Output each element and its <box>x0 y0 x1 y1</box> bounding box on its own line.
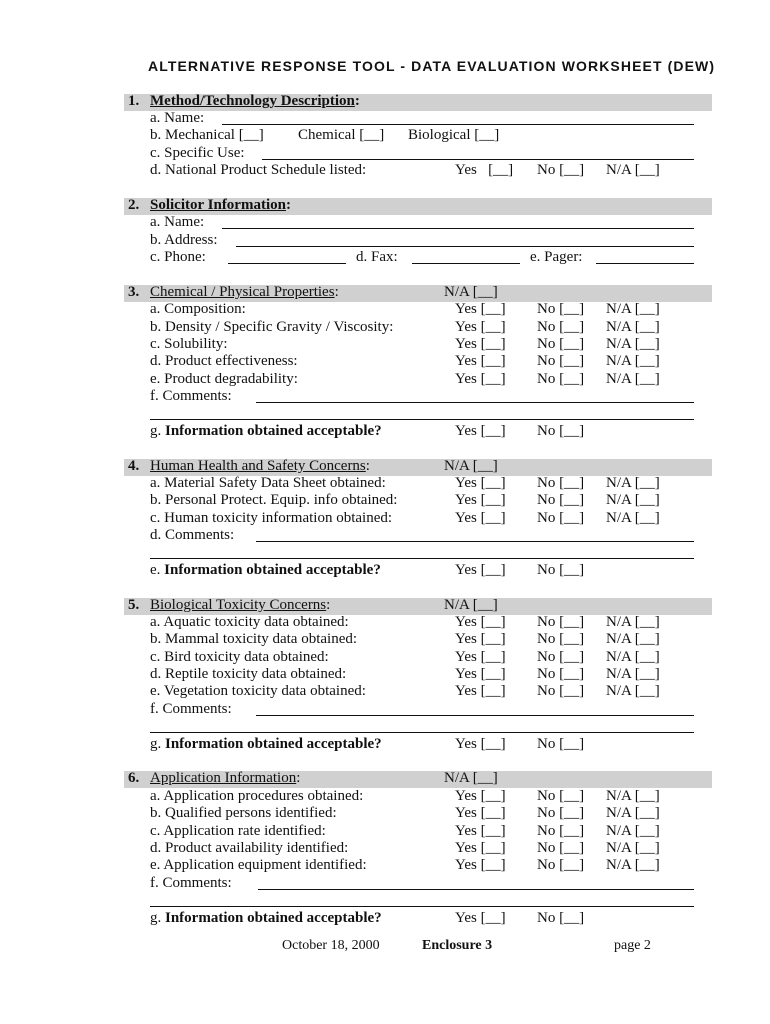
criteria-item: a. Application procedures obtained: <box>150 788 364 804</box>
yes-option[interactable]: Yes [__] <box>455 301 506 317</box>
yes-option[interactable]: Yes [__] <box>455 371 506 387</box>
section-heading: Chemical / Physical Properties: <box>150 284 339 300</box>
npsl-na[interactable]: N/A [__] <box>606 162 660 178</box>
footer-date: October 18, 2000 <box>282 938 380 953</box>
no-option[interactable]: No [__] <box>537 631 585 647</box>
no-option[interactable]: No [__] <box>537 510 585 526</box>
section-number: 5. <box>128 597 140 613</box>
criteria-item: e. Vegetation toxicity data obtained: <box>150 683 366 699</box>
comments-field-line2[interactable] <box>150 732 694 733</box>
yes-option[interactable]: Yes [__] <box>455 336 506 352</box>
name-label: a. Name: <box>150 110 205 126</box>
na-option[interactable]: N/A [__] <box>606 857 660 873</box>
comments-field[interactable] <box>256 541 694 542</box>
phone-label: c. Phone: <box>150 249 206 265</box>
na-option[interactable]: N/A [__] <box>606 475 660 491</box>
criteria-item: d. Product availability identified: <box>150 840 349 856</box>
pager-field[interactable] <box>596 263 694 264</box>
npsl-yes[interactable]: Yes [__] <box>455 162 514 178</box>
no-option[interactable]: No [__] <box>537 475 585 491</box>
no-option[interactable]: No [__] <box>537 736 585 752</box>
section-na-option[interactable]: N/A [__] <box>444 284 498 300</box>
section-na-option[interactable]: N/A [__] <box>444 770 498 786</box>
section-number: 1. <box>128 93 140 109</box>
na-option[interactable]: N/A [__] <box>606 336 660 352</box>
no-option[interactable]: No [__] <box>537 666 585 682</box>
criteria-item: b. Density / Specific Gravity / Viscosity: <box>150 319 394 335</box>
no-option[interactable]: No [__] <box>537 649 585 665</box>
no-option[interactable]: No [__] <box>537 683 585 699</box>
no-option[interactable]: No [__] <box>537 840 585 856</box>
comments-label: f. Comments: <box>150 388 232 404</box>
no-option[interactable]: No [__] <box>537 823 585 839</box>
specific-use-field[interactable] <box>262 159 694 160</box>
npsl-no[interactable]: No [__] <box>537 162 585 178</box>
footer-enclosure: Enclosure 3 <box>422 938 493 953</box>
no-option[interactable]: No [__] <box>537 805 585 821</box>
yes-option[interactable]: Yes [__] <box>455 614 506 630</box>
criteria-item: c. Bird toxicity data obtained: <box>150 649 329 665</box>
yes-option[interactable]: Yes [__] <box>455 353 506 369</box>
criteria-item: e. Product degradability: <box>150 371 298 387</box>
biological-option[interactable]: Biological [__] <box>408 127 500 143</box>
no-option[interactable]: No [__] <box>537 423 585 439</box>
mechanical-option[interactable]: b. Mechanical [__] <box>150 127 264 143</box>
no-option[interactable]: No [__] <box>537 353 585 369</box>
yes-option[interactable]: Yes [__] <box>455 510 506 526</box>
na-option[interactable]: N/A [__] <box>606 614 660 630</box>
yes-option[interactable]: Yes [__] <box>455 423 506 439</box>
no-option[interactable]: No [__] <box>537 301 585 317</box>
comments-label: d. Comments: <box>150 527 235 543</box>
fax-label: d. Fax: <box>356 249 398 265</box>
acceptable-question: g. Information obtained acceptable? <box>150 736 382 752</box>
name-field[interactable] <box>222 124 694 125</box>
na-option[interactable]: N/A [__] <box>606 823 660 839</box>
section-heading: Solicitor Information: <box>150 197 291 213</box>
no-option[interactable]: No [__] <box>537 562 585 578</box>
criteria-item: c. Solubility: <box>150 336 228 352</box>
section-heading: Human Health and Safety Concerns: <box>150 458 370 474</box>
criteria-item: e. Application equipment identified: <box>150 857 367 873</box>
criteria-item: b. Qualified persons identified: <box>150 805 337 821</box>
section-heading: Method/Technology Description: <box>150 93 360 109</box>
solicitor-name-label: a. Name: <box>150 214 205 230</box>
yes-option[interactable]: Yes [__] <box>455 562 506 578</box>
criteria-item: c. Human toxicity information obtained: <box>150 510 393 526</box>
section-number: 3. <box>128 284 140 300</box>
yes-option[interactable]: Yes [__] <box>455 683 506 699</box>
yes-option[interactable]: Yes [__] <box>455 319 506 335</box>
na-option[interactable]: N/A [__] <box>606 353 660 369</box>
section-number: 4. <box>128 458 140 474</box>
no-option[interactable]: No [__] <box>537 319 585 335</box>
npsl-label: d. National Product Schedule listed: <box>150 162 367 178</box>
na-option[interactable]: N/A [__] <box>606 510 660 526</box>
criteria-item: d. Product effectiveness: <box>150 353 298 369</box>
comments-label: f. Comments: <box>150 875 232 891</box>
no-option[interactable]: No [__] <box>537 371 585 387</box>
criteria-item: d. Reptile toxicity data obtained: <box>150 666 347 682</box>
chemical-option[interactable]: Chemical [__] <box>298 127 385 143</box>
comments-field-line2[interactable] <box>150 906 694 907</box>
na-option[interactable]: N/A [__] <box>606 371 660 387</box>
yes-option[interactable]: Yes [__] <box>455 475 506 491</box>
footer-page: page 2 <box>614 938 651 953</box>
criteria-item: b. Mammal toxicity data obtained: <box>150 631 358 647</box>
na-option[interactable]: N/A [__] <box>606 666 660 682</box>
acceptable-question: g. Information obtained acceptable? <box>150 423 382 439</box>
yes-option[interactable]: Yes [__] <box>455 736 506 752</box>
criteria-item: a. Composition: <box>150 301 246 317</box>
acceptable-question: e. Information obtained acceptable? <box>150 562 381 578</box>
yes-option[interactable]: Yes [__] <box>455 840 506 856</box>
no-option[interactable]: No [__] <box>537 910 585 926</box>
comments-field-line2[interactable] <box>150 419 694 420</box>
na-option[interactable]: N/A [__] <box>606 631 660 647</box>
na-option[interactable]: N/A [__] <box>606 319 660 335</box>
na-option[interactable]: N/A [__] <box>606 683 660 699</box>
na-option[interactable]: N/A [__] <box>606 840 660 856</box>
comments-field-line2[interactable] <box>150 558 694 559</box>
na-option[interactable]: N/A [__] <box>606 492 660 508</box>
yes-option[interactable]: Yes [__] <box>455 910 506 926</box>
solicitor-name-field[interactable] <box>222 228 694 229</box>
section-heading: Application Information: <box>150 770 301 786</box>
na-option[interactable]: N/A [__] <box>606 805 660 821</box>
pager-label: e. Pager: <box>530 249 583 265</box>
yes-option[interactable]: Yes [__] <box>455 857 506 873</box>
section-na-option[interactable]: N/A [__] <box>444 458 498 474</box>
comments-field[interactable] <box>258 889 694 890</box>
yes-option[interactable]: Yes [__] <box>455 492 506 508</box>
yes-option[interactable]: Yes [__] <box>455 805 506 821</box>
criteria-item: b. Personal Protect. Equip. info obtained: <box>150 492 398 508</box>
acceptable-question: g. Information obtained acceptable? <box>150 910 382 926</box>
no-option[interactable]: No [__] <box>537 336 585 352</box>
no-option[interactable]: No [__] <box>537 614 585 630</box>
section-na-option[interactable]: N/A [__] <box>444 597 498 613</box>
comments-field[interactable] <box>256 715 694 716</box>
yes-option[interactable]: Yes [__] <box>455 649 506 665</box>
section-heading: Biological Toxicity Concerns: <box>150 597 331 613</box>
phone-field[interactable] <box>228 263 346 264</box>
address-field[interactable] <box>236 246 694 247</box>
no-option[interactable]: No [__] <box>537 788 585 804</box>
section-number: 2. <box>128 197 140 213</box>
comments-field[interactable] <box>256 402 694 403</box>
yes-option[interactable]: Yes [__] <box>455 666 506 682</box>
yes-option[interactable]: Yes [__] <box>455 788 506 804</box>
na-option[interactable]: N/A [__] <box>606 649 660 665</box>
no-option[interactable]: No [__] <box>537 492 585 508</box>
no-option[interactable]: No [__] <box>537 857 585 873</box>
criteria-item: c. Application rate identified: <box>150 823 326 839</box>
criteria-item: a. Aquatic toxicity data obtained: <box>150 614 349 630</box>
address-label: b. Address: <box>150 232 218 248</box>
comments-label: f. Comments: <box>150 701 232 717</box>
yes-option[interactable]: Yes [__] <box>455 631 506 647</box>
fax-field[interactable] <box>412 263 520 264</box>
specific-use-label: c. Specific Use: <box>150 145 245 161</box>
section-number: 6. <box>128 770 140 786</box>
na-option[interactable]: N/A [__] <box>606 301 660 317</box>
na-option[interactable]: N/A [__] <box>606 788 660 804</box>
yes-option[interactable]: Yes [__] <box>455 823 506 839</box>
criteria-item: a. Material Safety Data Sheet obtained: <box>150 475 386 491</box>
worksheet-title: ALTERNATIVE RESPONSE TOOL - DATA EVALUATION WORKSHEET (DEW) <box>148 58 716 74</box>
